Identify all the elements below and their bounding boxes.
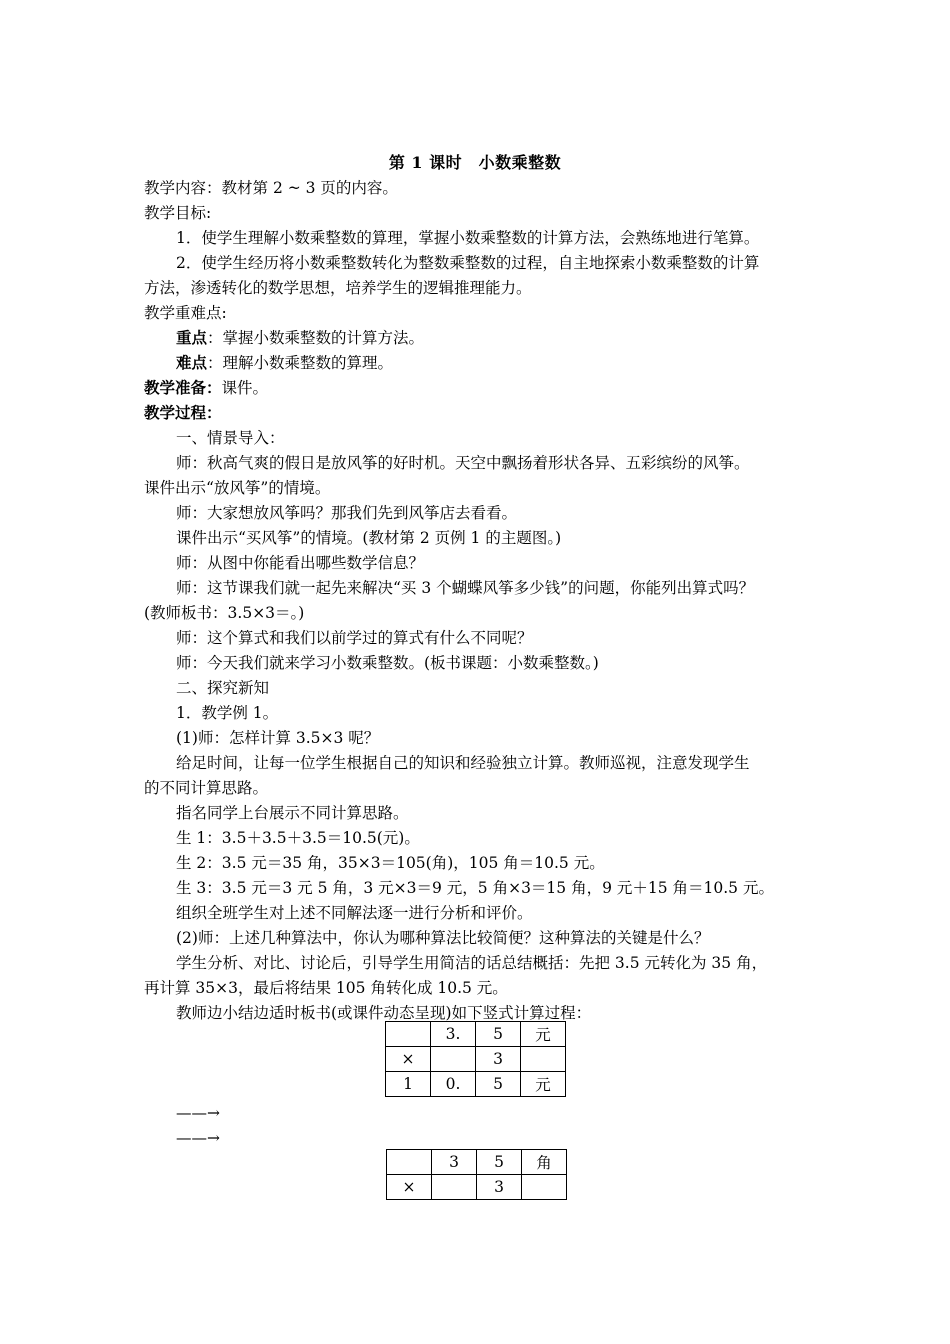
para-line: 课件出示“买风筝”的情境。(教材第 2 页例 1 的主题图。) — [176, 529, 562, 547]
para-line: 学生分析、对比、讨论后，引导学生用简洁的话总结概括：先把 3.5 元转化为 35 角， — [176, 954, 768, 972]
para-line: 师：秋高气爽的假日是放风筝的好时机。天空中飘扬着形状各异、五彩缤纷的风筝。 — [176, 454, 750, 472]
arrow-line: ——→ — [176, 1129, 220, 1147]
para-line: 再计算 35×3，最后将结果 105 角转化成 10.5 元。 — [144, 979, 508, 997]
para-line: 给足时间，让每一位学生根据自己的知识和经验独立计算。教师巡视，注意发现学生 — [176, 754, 750, 772]
focus-label: 重点 — [176, 328, 208, 347]
table-row — [387, 1175, 567, 1200]
table-row — [387, 1150, 567, 1175]
table-cell: 0. — [431, 1072, 476, 1097]
table-cell: 3 — [477, 1175, 522, 1200]
para-line: 1．教学例 1。 — [176, 704, 279, 722]
table-cell — [431, 1047, 476, 1072]
student-answer: 生 1：3.5＋3.5＋3.5＝10.5(元)。 — [176, 829, 420, 847]
para-line: 的不同计算思路。 — [144, 779, 269, 797]
goals-heading: 教学目标: — [144, 204, 212, 222]
para-line: 师：今天我们就来学习小数乘整数。(板书课题：小数乘整数。) — [176, 654, 599, 672]
para-line: (2)师：上述几种算法中，你认为哪种算法比较简便？这种算法的关键是什么？ — [176, 929, 710, 947]
table-cell: 3 — [432, 1150, 477, 1175]
table-cell — [386, 1022, 431, 1047]
para-line: 指名同学上台展示不同计算思路。 — [176, 804, 409, 822]
student-answer: 生 3：3.5 元＝3 元 5 角，3 元×3＝9 元，5 角×3＝15 角，9 元＋15 角＝10.5 元。 — [176, 879, 774, 897]
prep-line — [144, 378, 824, 398]
focus-text: ：掌握小数乘整数的计算方法。 — [207, 329, 425, 347]
table-cell: 元 — [521, 1072, 566, 1097]
para-line: (1)师：怎样计算 3.5×3 呢？ — [176, 729, 380, 747]
key-heading: 教学重难点: — [144, 304, 227, 322]
para-line: 课件出示“放风筝”的情境。 — [144, 479, 331, 497]
table-cell — [521, 1047, 566, 1072]
table-cell: 角 — [522, 1150, 567, 1175]
table-cell: × — [387, 1175, 432, 1200]
para-line: 师：从图中你能看出哪些数学信息？ — [176, 554, 425, 572]
vertical-calc-table-jiao — [386, 1149, 567, 1200]
table-row — [386, 1047, 566, 1072]
para-line: (教师板书：3.5×3＝。) — [144, 604, 305, 622]
lesson-title: 第 1 课时 小数乘整数 — [388, 153, 562, 172]
table-cell: 1 — [386, 1072, 431, 1097]
content-label: 教学内容： — [144, 179, 222, 197]
table-cell: 5 — [477, 1150, 522, 1175]
para-line: 组织全班学生对上述不同解法逐一进行分析和评价。 — [176, 904, 533, 922]
table-cell — [387, 1150, 432, 1175]
table-row — [386, 1022, 566, 1047]
key-focus — [176, 328, 824, 348]
process-heading: 教学过程： — [144, 403, 222, 422]
difficulty-label: 难点 — [176, 353, 208, 372]
para-line: 教师边小结边适时板书(或课件动态呈现)如下竖式计算过程： — [176, 1004, 592, 1022]
table-cell: 3. — [431, 1022, 476, 1047]
content-text: 教材第 2 ~ 3 页的内容。 — [221, 179, 398, 197]
arrow-line: ——→ — [176, 1104, 220, 1122]
key-difficulty — [176, 353, 824, 373]
table-cell: 元 — [521, 1022, 566, 1047]
goal-2-line-1: 2．使学生经历将小数乘整数转化为整数乘整数的过程，自主地探索小数乘整数的计算 — [176, 254, 760, 272]
goal-2-line-2: 方法，渗透转化的数学思想，培养学生的逻辑推理能力。 — [144, 279, 532, 297]
prep-text: 课件。 — [221, 379, 269, 397]
table-cell: 3 — [476, 1047, 521, 1072]
section-intro: 一、情景导入： — [176, 429, 285, 447]
table-cell: 5 — [476, 1022, 521, 1047]
student-answer: 生 2：3.5 元＝35 角，35×3＝105(角)，105 角＝10.5 元。 — [176, 854, 605, 872]
para-line: 师：大家想放风筝吗？那我们先到风筝店去看看。 — [176, 504, 518, 522]
content-line — [144, 178, 824, 198]
table-cell — [432, 1175, 477, 1200]
table-row — [386, 1072, 566, 1097]
vertical-calc-table-yuan — [385, 1021, 566, 1097]
goal-1: 1．使学生理解小数乘整数的算理，掌握小数乘整数的计算方法，会熟练地进行笔算。 — [176, 229, 760, 247]
para-line: 师：这节课我们就一起先来解决“买 3 个蝴蝶风筝多少钱”的问题，你能列出算式吗？ — [176, 579, 755, 597]
table-cell: × — [386, 1047, 431, 1072]
para-line: 师：这个算式和我们以前学过的算式有什么不同呢？ — [176, 629, 533, 647]
prep-label: 教学准备： — [144, 378, 222, 397]
table-cell: 5 — [476, 1072, 521, 1097]
difficulty-text: ：理解小数乘整数的算理。 — [207, 354, 394, 372]
section-explore: 二、探究新知 — [176, 679, 270, 697]
table-cell — [522, 1175, 567, 1200]
